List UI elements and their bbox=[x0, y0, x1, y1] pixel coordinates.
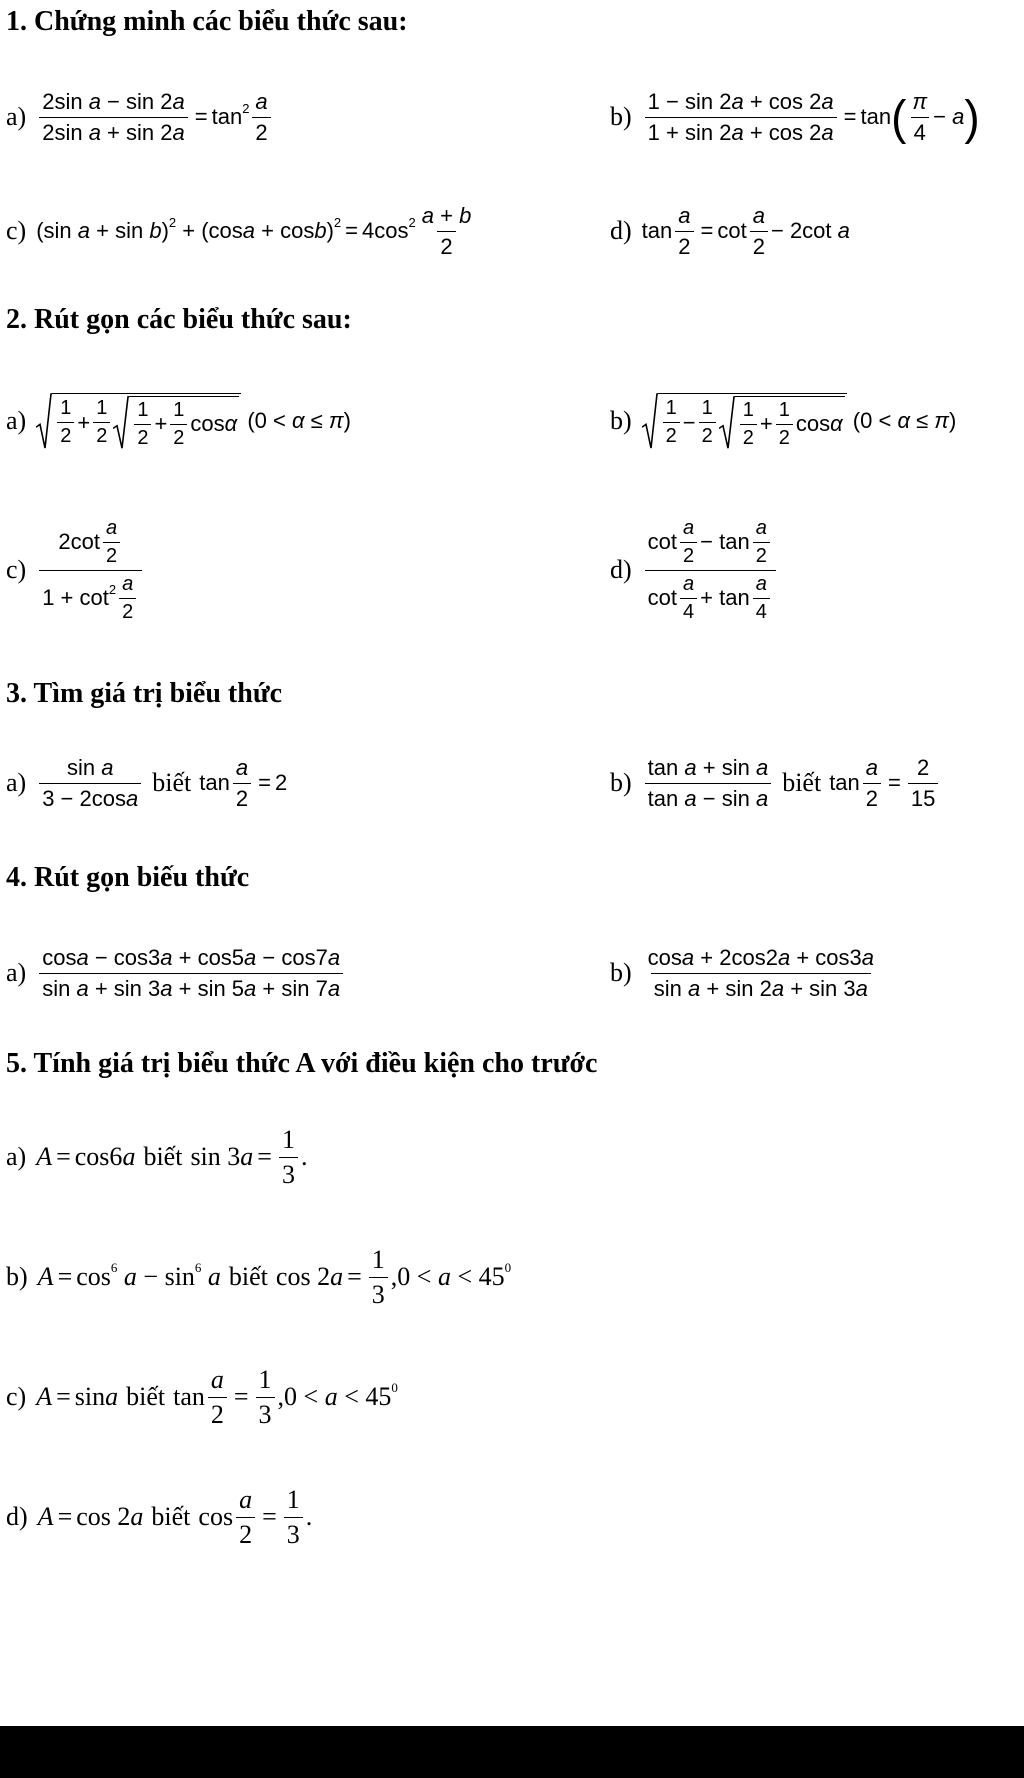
label-d: d) bbox=[6, 1502, 28, 1531]
exercise-1a bbox=[6, 72, 274, 162]
formula-2a: $\frac{1}{2}$ + $\frac{1}{2}$ $\frac{1}{2}$ + $\frac{1}{2}$ cos α (0 < α ≤ π ) bbox=[36, 393, 351, 450]
section-2-heading: 2. Rút gọn các biểu thức sau: bbox=[6, 304, 352, 335]
label-d: d) bbox=[610, 555, 632, 584]
section-5-heading: 5. Tính giá trị biểu thức A với điều kiện cho trước bbox=[6, 1048, 598, 1079]
label-a: a) bbox=[6, 102, 27, 131]
word-biet: biết bbox=[126, 1382, 166, 1411]
label-a: a) bbox=[6, 768, 27, 797]
exercise-5d bbox=[6, 1472, 312, 1562]
word-biet: biết bbox=[151, 1502, 191, 1531]
formula-2d: cot $\frac{a}{2}$ − tan $\frac{a}{2}$ cot $\frac{a}{4}$ + tan $\frac{a}{4}$ bbox=[642, 517, 779, 624]
formula-1a: 2sin a − sin 2 a 2sin a + sin 2 a = tan $^2$ $\frac{a}{2}$ bbox=[36, 89, 273, 146]
exercise-4b bbox=[610, 928, 880, 1018]
formula-1d: tan $\frac{a}{2}$ = cot $\frac{a}{2}$ − 2cot a bbox=[641, 202, 850, 259]
formula-4a: cos a − cos3 a + cos5 a − cos7 a sin a + sin 3 a + sin 5 a + sin 7 a bbox=[36, 945, 346, 1002]
label-a: a) bbox=[6, 406, 27, 435]
exercise-3b bbox=[610, 738, 941, 828]
exercise-5a bbox=[6, 1112, 307, 1202]
label-b: b) bbox=[610, 406, 632, 435]
label-a: a) bbox=[6, 1142, 27, 1171]
exercise-5b bbox=[6, 1232, 511, 1322]
exercise-3a bbox=[6, 738, 287, 828]
label-b: b) bbox=[610, 958, 632, 987]
exercise-2b bbox=[610, 376, 956, 466]
exercise-1b bbox=[610, 72, 980, 162]
label-a: a) bbox=[6, 958, 27, 987]
label-c: c) bbox=[6, 1382, 27, 1411]
exercise-1d bbox=[610, 186, 850, 276]
label-c: c) bbox=[6, 216, 27, 245]
word-biet: biết bbox=[143, 1142, 183, 1171]
bottom-black-bar bbox=[0, 1726, 1024, 1778]
section-4-heading: 4. Rút gọn biếu thức bbox=[6, 862, 250, 893]
exercise-4a bbox=[6, 928, 346, 1018]
section-3-heading: 3. Tìm giá trị biểu thức bbox=[6, 678, 283, 709]
formula-1c: (sin a + sin b ) $^2$ + (cos a + cos b ) $^2$ = 4cos $^2$ a + b 2 bbox=[36, 202, 472, 259]
exercise-5c bbox=[6, 1352, 398, 1442]
formula-3a: sin a 3 − 2cos a biết tan $\frac{a}{2}$ = 2 bbox=[36, 755, 287, 812]
formula-2b: $\frac{1}{2}$ − $\frac{1}{2}$ $\frac{1}{2}$ + $\frac{1}{2}$ cos α (0 < α ≤ π ) bbox=[642, 393, 957, 450]
word-biet: biết bbox=[152, 768, 192, 797]
label-b: b) bbox=[610, 768, 632, 797]
word-biet: biết bbox=[228, 1262, 268, 1291]
formula-3b: tan a + sin a tan a − sin a biết tan $\frac{a}{2}$ = $\frac{2}{15}$ bbox=[642, 755, 942, 812]
exercise-2c bbox=[6, 510, 145, 630]
word-biet: biết bbox=[782, 768, 822, 797]
label-b: b) bbox=[610, 102, 632, 131]
formula-5a: A = cos6 a biết sin 3 a = $\frac{1}{3}$ . bbox=[36, 1124, 308, 1189]
label-c: c) bbox=[6, 555, 27, 584]
formula-5c: A = sin a biết tan $\frac{a}{2}$ = $\frac{1}{3}$ ,0 < a < 45 $^0$ bbox=[36, 1364, 398, 1429]
formula-4b: cos a + 2cos2 a + cos3 a sin a + sin 2 a + sin 3 a bbox=[647, 944, 874, 1001]
label-b: b) bbox=[6, 1262, 28, 1291]
formula-1b: 1 − sin 2 a + cos 2 a 1 + sin 2 a + cos 2 a = tan ( $\frac{\pi}{4}$ − a ) bbox=[642, 89, 980, 146]
section-1-heading: 1. Chứng minh các biểu thức sau: bbox=[6, 6, 408, 37]
exercise-2d bbox=[610, 510, 779, 630]
exercise-1c bbox=[6, 186, 477, 276]
formula-5b: A = cos $^6$ a − sin $^6$ a biết cos 2 a = $\frac{1}{3}$ ,0 < a < 45 $^0$ bbox=[37, 1244, 512, 1309]
formula-2c: 2cot $\frac{a}{2}$ 1 + cot $^2$ $\frac{a}{2}$ bbox=[36, 517, 145, 624]
label-d: d) bbox=[610, 216, 632, 245]
formula-5d: A = cos 2 a biết cos $\frac{a}{2}$ = $\frac{1}{3}$ . bbox=[37, 1484, 313, 1549]
exercise-2a bbox=[6, 376, 351, 466]
